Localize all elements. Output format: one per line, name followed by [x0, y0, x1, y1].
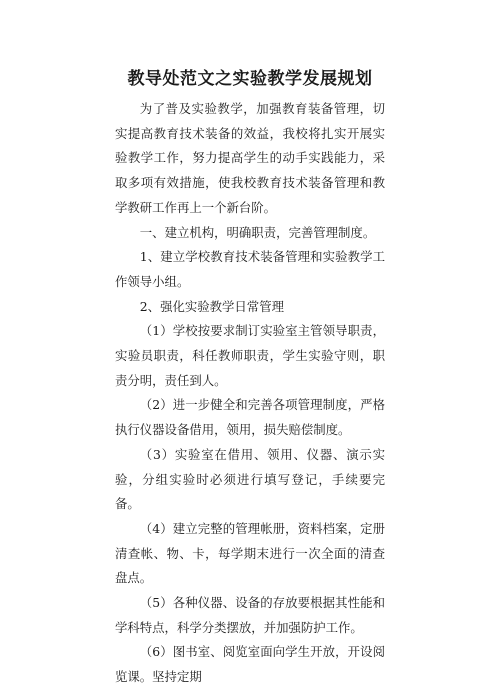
paragraph-sub-3: （3）实验室在借用、领用、仪器、演示实验，分组实验时必须进行填写登记，手续要完备。: [115, 446, 385, 512]
document-body: [115, 97, 385, 690]
paragraph-item-2: 2、强化实验教学日常管理: [139, 298, 284, 314]
paragraph-sub-6: （6）图书室、阅览室面向学生开放，开设阅览课。坚持定期: [115, 644, 385, 685]
paragraph-sub-4: （4）建立完整的管理帐册，资料档案，定册清查帐、物、卡，每学期末进行一次全面的清查盘点。: [115, 520, 385, 586]
document-title: 教导处范文之实验教学发展规划: [127, 69, 373, 89]
paragraph-sub-2: （2）进一步健全和完善各项管理制度，严格执行仪器设备借用，领用，损失赔偿制度。: [115, 397, 385, 438]
paragraph-item-1: 1、建立学校教育技术装备管理和实验教学工作领导小组。: [115, 249, 385, 289]
paragraph-sub-5: （5）各种仪器、设备的存放要根据其性能和学科特点，科学分类摆放，并加强防护工作。: [115, 595, 385, 635]
paragraph-sub-1: （1）学校按要求制订实验室主管领导职责，实验员职责，科任教师职责，学生实验守则，职责分明，责任到人。: [115, 323, 385, 388]
paragraph-section-1: 一、建立机构，明确职责，完善管理制度。: [139, 224, 376, 240]
paragraph-intro: 为了普及实验教学，加强教育装备管理，切实提高教育技术装备的效益，我校将扎实开展实验教学工作，努力提高学生的动手实践能力，采取多项有效措施，使我校教育技术装备管理和教学教研工作再上一个新台阶。: [115, 101, 385, 215]
